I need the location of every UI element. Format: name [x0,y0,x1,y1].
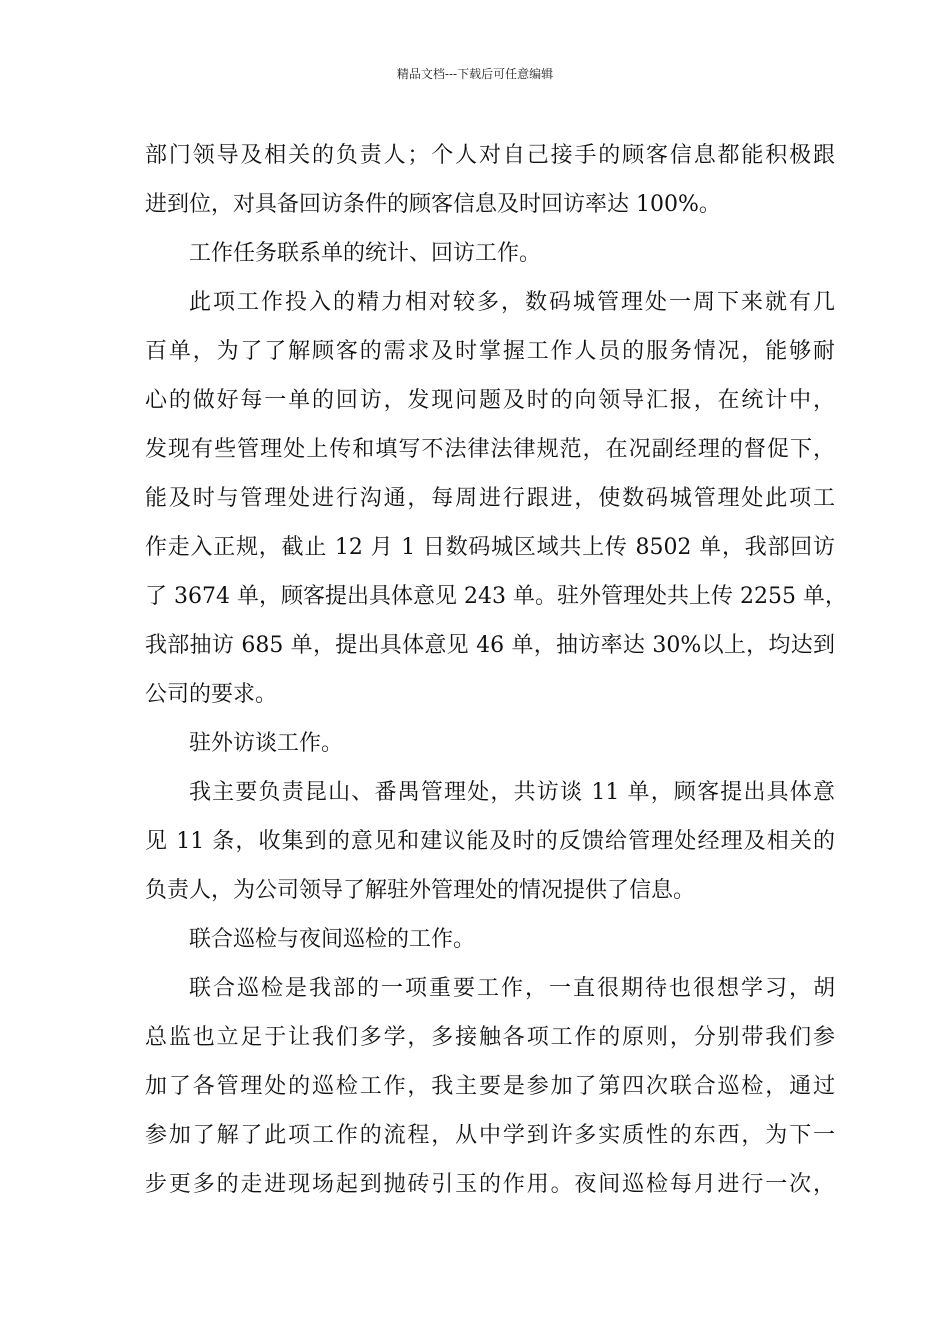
text-line: 进到位，对具备回访条件的顾客信息及时回访率达 100%。 [145,192,721,217]
text-line: 发现有些管理处上传和填写不法律法律规范，在况副经理的督促下， [145,437,835,462]
text-line: 部门领导及相关的负责人；个人对自己接手的顾客信息都能积极跟 [145,143,835,168]
text-line: 工作任务联系单的统计、回访工作。 [189,241,542,266]
text-line: 了 3674 单，顾客提出具体意见 243 单。驻外管理处共上传 2255 单， [145,584,847,609]
text-line: 能及时与管理处进行沟通，每周进行跟进，使数码城管理处此项工 [145,486,835,511]
text-line: 心的做好每一单的回访，发现问题及时的向领导汇报，在统计中， [145,388,835,413]
text-line: 百单，为了了解顾客的需求及时掌握工作人员的服务情况，能够耐 [145,339,835,364]
document-body [145,131,847,1209]
text-line: 公司的要求。 [145,682,278,707]
text-line: 负责人，为公司领导了解驻外管理处的情况提供了信息。 [145,878,696,903]
text-line: 我部抽访 685 单，提出具体意见 46 单，抽访率达 30%以上，均达到 [145,633,835,658]
text-line: 作走入正规，截止 12 月 1 日数码城区域共上传 8502 单，我部回访 [145,535,835,560]
text-line: 驻外访谈工作。 [189,731,344,756]
text-line: 参加了解了此项工作的流程，从中学到许多实质性的东西，为下一 [145,1123,835,1148]
text-line: 加了各管理处的巡检工作，我主要是参加了第四次联合巡检，通过 [145,1074,835,1099]
text-line: 步更多的走进现场起到抛砖引玉的作用。夜间巡检每月进行一次， [145,1172,835,1197]
page-header: 精品文档---下载后可任意编辑 [396,67,554,81]
text-line: 此项工作投入的精力相对较多，数码城管理处一周下来就有几 [189,290,835,315]
text-line: 总监也立足于让我们多学，多接触各项工作的原则，分别带我们参 [145,1025,835,1050]
text-line: 联合巡检与夜间巡检的工作。 [189,927,476,952]
text-line: 见 11 条，收集到的意见和建议能及时的反馈给管理处经理及相关的 [145,829,835,854]
text-line: 我主要负责昆山、番禺管理处，共访谈 11 单，顾客提出具体意 [189,780,835,805]
text-line: 联合巡检是我部的一项重要工作，一直很期待也很想学习，胡 [189,976,835,1001]
